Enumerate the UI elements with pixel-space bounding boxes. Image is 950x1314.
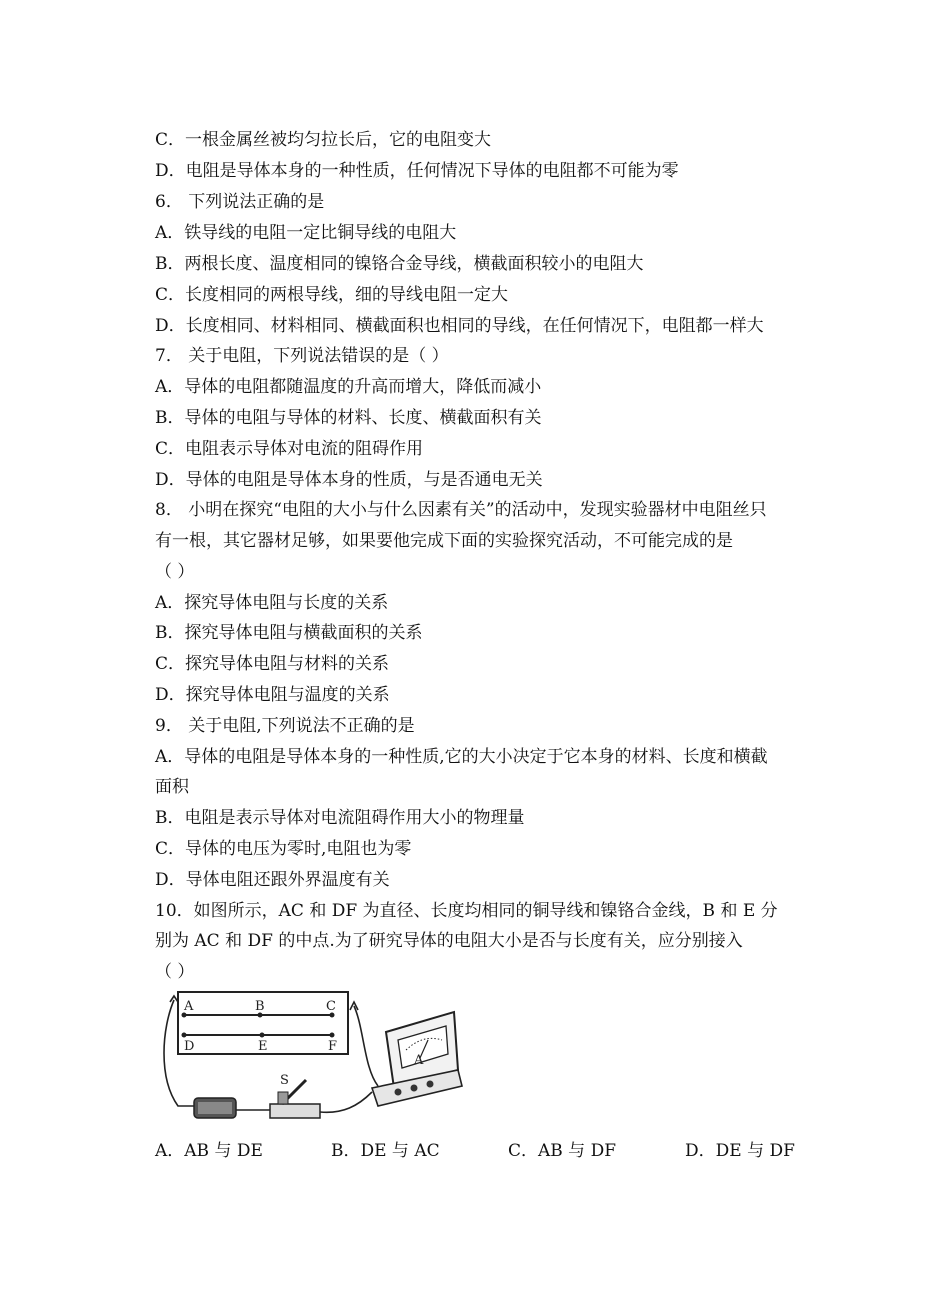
label-b: B <box>255 999 265 1014</box>
ammeter-terminal-3 <box>427 1081 434 1088</box>
q8-stem-line2: 有一根，其它器材足够，如果要他完成下面的实验探究活动，不可能完成的是 <box>155 531 733 551</box>
circuit-diagram <box>158 988 478 1128</box>
lead-right <box>354 1006 378 1086</box>
label-d: D <box>184 1039 195 1054</box>
q5-option-c: C．一根金属丝被均匀拉长后，它的电阻变大 <box>155 130 492 150</box>
q7-option-c: C．电阻表示导体对电流的阻碍作用 <box>155 439 424 459</box>
node-f <box>330 1033 335 1038</box>
q9-option-a-line1: A．导体的电阻是导体本身的一种性质,它的大小决定于它本身的材料、长度和横截 <box>155 747 768 767</box>
q9-option-a-line2: 面积 <box>155 777 189 797</box>
q7-option-b: B．导体的电阻与导体的材料、长度、横截面积有关 <box>155 408 542 428</box>
switch-label: S <box>280 1073 289 1088</box>
q8-answer-blank: （ ） <box>155 562 195 582</box>
q8-option-a: A．探究导体电阻与长度的关系 <box>155 593 389 613</box>
label-e: E <box>258 1039 268 1054</box>
ammeter-label: A <box>414 1053 424 1068</box>
label-c: C <box>326 999 336 1014</box>
q5-option-d: D．电阻是导体本身的一种性质，任何情况下导体的电阻都不可能为零 <box>155 161 679 181</box>
circuit-figure <box>158 988 478 1128</box>
q9-option-b: B．电阻是表示导体对电流阻碍作用大小的物理量 <box>155 808 525 828</box>
q7-stem: 7． 关于电阻，下列说法错误的是（ ） <box>155 346 449 366</box>
q7-option-d: D．导体的电阻是导体本身的性质，与是否通电无关 <box>155 470 543 490</box>
q10-stem-line2: 别为 AC 和 DF 的中点.为了研究导体的电阻大小是否与长度有关，应分别接入 <box>155 931 743 951</box>
q8-option-b: B．探究导体电阻与横截面积的关系 <box>155 623 423 643</box>
q10-answer-blank: （ ） <box>155 962 195 982</box>
battery-label-area <box>198 1102 232 1114</box>
q10-option-a: A．AB 与 DE <box>155 1141 263 1161</box>
q10-option-c: C．AB 与 DF <box>508 1141 617 1161</box>
q6-option-c: C．长度相同的两根导线，细的导线电阻一定大 <box>155 285 509 305</box>
q9-option-d: D．导体电阻还跟外界温度有关 <box>155 870 390 890</box>
ammeter-terminal-2 <box>411 1085 418 1092</box>
switch-base <box>270 1104 320 1118</box>
label-f: F <box>328 1039 338 1054</box>
q6-option-d: D．长度相同、材料相同、横截面积也相同的导线，在任何情况下，电阻都一样大 <box>155 316 764 336</box>
q6-option-b: B．两根长度、温度相同的镍铬合金导线，横截面积较小的电阻大 <box>155 254 644 274</box>
q10-stem-line1: 10．如图所示，AC 和 DF 为直径、长度均相同的铜导线和镍铬合金线，B 和 E 分 <box>155 901 778 921</box>
q10-option-b: B．DE 与 AC <box>331 1141 440 1161</box>
q8-stem-line1: 8． 小明在探究“电阻的大小与什么因素有关”的活动中，发现实验器材中电阻丝只 <box>155 500 767 520</box>
q8-option-c: C．探究导体电阻与材料的关系 <box>155 654 390 674</box>
q10-option-d: D．DE 与 DF <box>685 1141 795 1161</box>
q9-option-c: C．导体的电压为零时,电阻也为零 <box>155 839 412 859</box>
label-a: A <box>184 999 194 1014</box>
switch-post <box>278 1092 288 1104</box>
q9-stem: 9． 关于电阻,下列说法不正确的是 <box>155 716 415 736</box>
lead-switch-meter <box>320 1092 372 1112</box>
q6-option-a: A．铁导线的电阻一定比铜导线的电阻大 <box>155 223 457 243</box>
q8-option-d: D．探究导体电阻与温度的关系 <box>155 685 390 705</box>
q10-options <box>155 1140 815 1162</box>
ammeter-terminal-1 <box>395 1089 402 1096</box>
q6-stem: 6． 下列说法正确的是 <box>155 192 325 212</box>
node-e <box>260 1033 265 1038</box>
q7-option-a: A．导体的电阻都随温度的升高而增大，降低而减小 <box>155 377 542 397</box>
node-d <box>182 1033 187 1038</box>
